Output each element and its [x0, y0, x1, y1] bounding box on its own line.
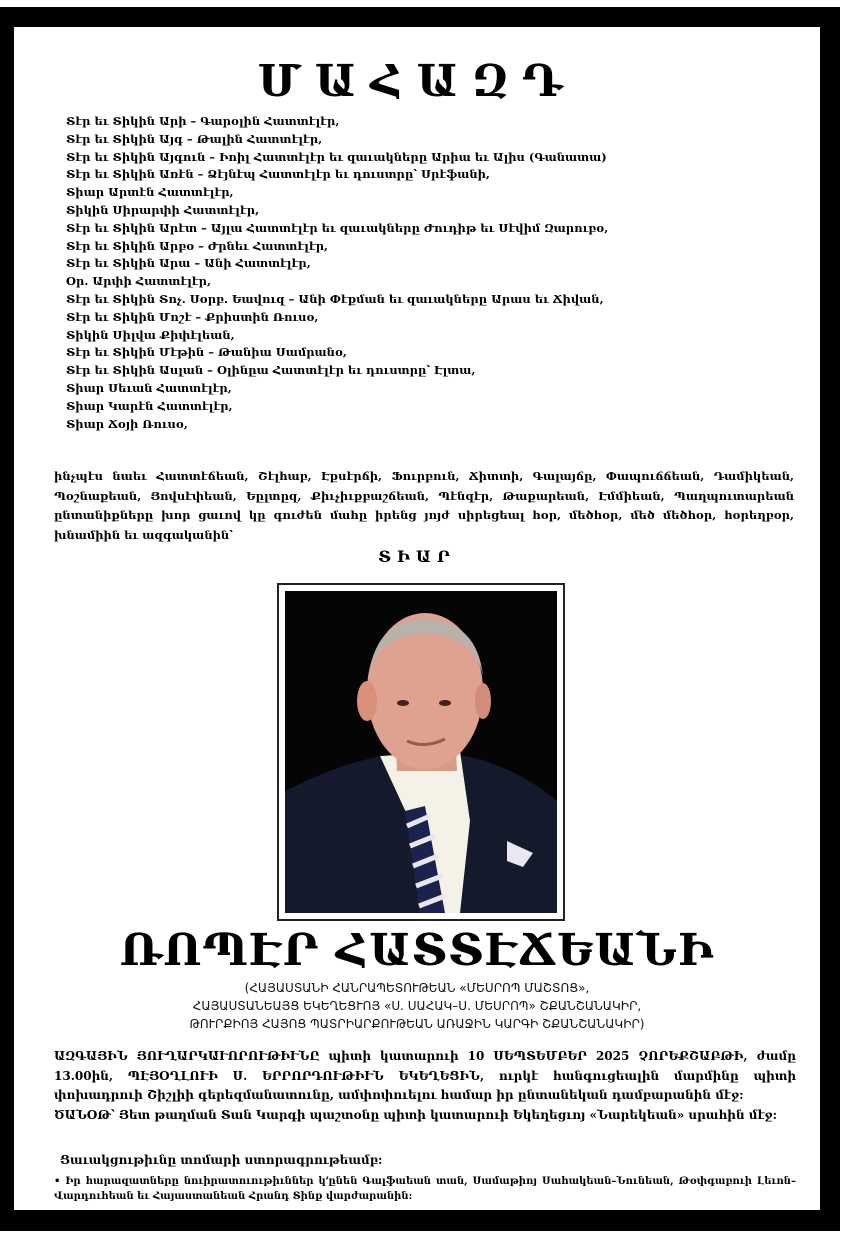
relative-line: Տէր եւ Տիկին Մէթին – Թանիա Սամրանօ,: [66, 345, 347, 360]
relative-line: Տիար Սեւան Հատտէլէր,: [66, 380, 232, 395]
condolence-text: • Իր հարազատները նուիրատուութիւններ կ՚ընեն Գալֆաեան տան, Սամաթիոյ Սահակեան–Նունեան, Թօփգաբուի Լեւոն–Վարդուհեան եւ Հայաստանեան Հրանդ Տինք վարժարանին:: [54, 1176, 796, 1202]
obituary-sheet: [14, 27, 820, 1210]
relative-line: Տէր եւ Տիկին Արի – Գարօլին Հատտէլէր,: [66, 114, 340, 128]
relative-line: Տէր եւ Տիկին Արբօ – Ժրնեւ Հատտէլէր,: [66, 238, 329, 253]
relative-line: Տէր եւ Տիկին Տոչ. Սօրբ. Եավուզ – Անի Փէքման եւ զաւակները Արաս եւ Ճիվան,: [66, 291, 604, 306]
portrait-frame: [277, 583, 565, 921]
condolence-title: Ցաւակցութիւնը տոմարի ստորագրութեամբ:: [60, 1153, 383, 1167]
relative-line: Տէր եւ Տիկին Մոշէ – Քրիստին Ռուսօ,: [66, 309, 319, 324]
relative-line: Տէր եւ Տիկին Այգուն – Իոիլ Հատտէլէր եւ զաւակները Արիա եւ Ալիս (Գանատա): [66, 149, 607, 164]
notice-heading: ՄԱՀԱԶԴ: [257, 56, 577, 107]
honor-line: ՀԱՅԱՍՏԱՆԵԱՅՑ ԵԿԵՂԵՑՒՈՅ «Ս. ՍԱՀԱԿ–Ս. ՄԵՍՐՈՊ» ՇՔԱՆՇԱՆԱԿԻՐ,: [192, 999, 642, 1013]
relative-line: Տէր եւ Տիկին Արէտ – Այլա Հատտէլէր եւ զաւակները Ժուդիթ եւ Սէվիմ Զարուբօ,: [66, 220, 609, 235]
deceased-name: ՌՈՊԷՐ ՀԱՏՏԷՃԵԱՆԻ: [119, 925, 715, 976]
relatives-list: [66, 113, 806, 433]
relative-line: Տիկին Սիլվա Քիփէլեան,: [66, 327, 235, 342]
funeral-note: ԾԱՆՕԹ՝ Յետ թաղման Տան Կարգի պաշտօնը պիտի կատարուի Եկեղեցւոյ «Նարեկեան» սրահին մէջ:: [54, 1107, 778, 1122]
honor-line: ԹՈՒՐՔԻՈՅ ՀԱՅՈՑ ՊԱՏՐԻԱՐՔՈՒԹԵԱՆ ԱՌԱՋԻՆ ԿԱՐԳԻ ՇՔԱՆՇԱՆԱԿԻՐ): [189, 1017, 645, 1031]
relative-line: Տիար Կարէն Հատտէլէր,: [66, 398, 233, 413]
honor-line: (ՀԱՅԱՍՏԱՆԻ ՀԱՆՐԱՊԵՏՈՒԹԵԱՆ «ՄԵՍՐՈՊ ՄԱՇՏՈՑ»,: [244, 981, 590, 995]
relative-line: Տէր եւ Տիկին Արա – Անի Հատտէլէր,: [66, 256, 311, 271]
relative-line: Տիար Արտէն Հատտէլէր,: [66, 185, 234, 200]
honors-block: [14, 979, 820, 1033]
relative-line: Տէր եւ Տիկին Ասլան – Օլինըա Հատտէլէր եւ դուստրը՝ Էլտա,: [66, 363, 476, 378]
relative-line: Տէր եւ Տիկին Առէն – Ձէյնէպ Հատտէլէր եւ դուստրը՝ Սրէֆանի,: [66, 167, 490, 182]
other-families-paragraph: ինչպէս նաեւ Հատտէճեան, Շէլհաբ, Էքսէրճի, Ֆուրբուն, Ճիտտի, Գալայճը, Փապուճճեան, Դամիկեան, Պօշնաքեան, Յովսէփեան, Եըլտըզ, Քիւչիւքբաշճեան, Պէնզէր, Թաքարեան, Էմմիեան, Պաղպուտարեան ընտանիքները խոր ցաւով կը գուժեն մահը իրենց յոյժ սիրեցեալ հօր, մեծհօր, մեծ մեծհօր, հօրեղբօր, խնամիին եւ ազգականին՝: [54, 469, 794, 542]
honorific: ՏԻԱՐ: [378, 547, 456, 566]
relative-line: Տիկին Սիրարփի Հատտէլէր,: [66, 202, 260, 217]
portrait-photo: [285, 591, 557, 913]
funeral-service-text: ԱԶԳԱՅԻՆ ՅՈՒՂԱՐԿԱՒՈՐՈՒԹԻՒՆԸ պիտի կատարուի 10 ՍԵՊՏԵՄԲԵՐ 2025 ՉՈՐԵՔՇԱԲԹԻ, ժամը 13.00ին, ՊԷՅՕՂԼՈՒԻ Ս. ԵՐՐՈՐԴՈՒԹԻՒՆ ԵԿԵՂԵՑԻՆ, ուրկէ հանգուցեալին մարմինը պիտի փոխադրուի Շիշլիի գերեզմանատունը, ամփոփուելու համար իր ընտանեկան դամբարանին մէջ:: [54, 1049, 796, 1102]
relative-line: Տիար Ճօյի Ռուսօ,: [66, 416, 188, 431]
relative-line: Տէր եւ Տիկին Այգ – Թալին Հատտէլէր,: [66, 131, 323, 146]
relative-line: Օր. Արփի Հատտէլէր,: [66, 274, 211, 289]
portrait-illustration: [285, 591, 557, 913]
funeral-details: [54, 1047, 796, 1125]
